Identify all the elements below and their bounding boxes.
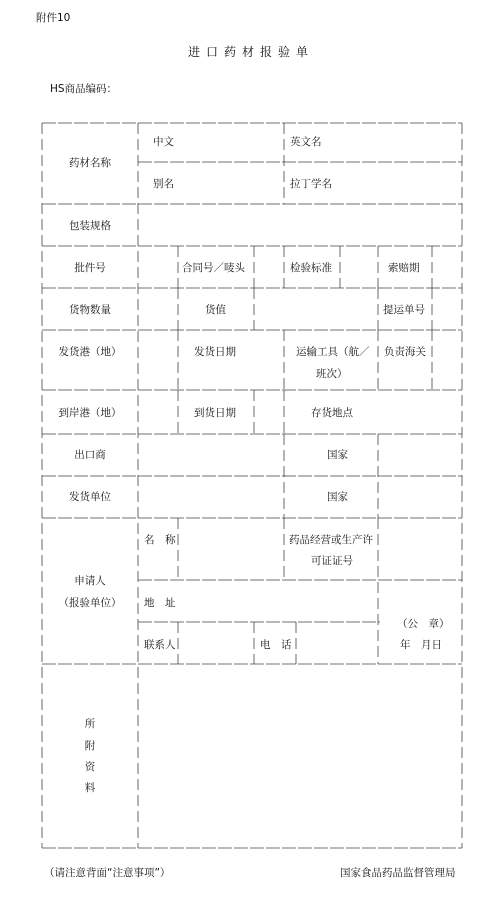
- alias-label: 别名: [153, 178, 174, 190]
- bill-no-label: 提运单号: [383, 304, 425, 316]
- storage-label: 存货地点: [311, 407, 353, 419]
- applicant-address-label: 地 址: [144, 597, 176, 609]
- date-label: 年 月日: [400, 639, 442, 651]
- shipper-label: 发货单位: [69, 491, 111, 503]
- page-title: 进口药材报验单: [187, 45, 315, 59]
- applicant-label: 申请人: [74, 575, 106, 587]
- license-label-cont: 可证证号: [311, 555, 353, 567]
- attached-char-2: 附: [84, 740, 96, 752]
- attached-char-1: 所: [84, 718, 96, 730]
- medicine-name-label: 药材名称: [69, 157, 111, 169]
- inspection-std-label: 检验标准: [290, 262, 332, 274]
- chinese-label: 中文: [153, 136, 174, 148]
- applicant-name-label: 名 称: [144, 534, 176, 546]
- english-name-label: 英文名: [290, 136, 322, 148]
- port-ship-label: 发货港（地）: [58, 346, 122, 358]
- ship-date-label: 发货日期: [194, 346, 236, 358]
- country-label-1: 国家: [327, 449, 348, 461]
- transport-label-cont: 班次）: [316, 368, 348, 380]
- contract-no-label: 合同号／唛头: [182, 262, 245, 274]
- hs-code-label: HS商品编码：: [50, 83, 118, 95]
- footer-authority: 国家食品药品监督管理局: [340, 867, 456, 879]
- batch-no-label: 批件号: [74, 262, 106, 274]
- port-arrive-label: 到岸港（地）: [58, 407, 122, 419]
- attached-char-3: 资: [84, 761, 96, 773]
- phone-label: 电 话: [260, 639, 292, 651]
- packaging-label: 包装规格: [69, 220, 111, 232]
- license-label: 药品经营或生产许: [289, 534, 373, 546]
- contact-label: 联系人: [144, 639, 176, 651]
- quantity-label: 货物数量: [69, 304, 111, 316]
- seal-label: （公 章）: [397, 618, 450, 630]
- goods-value-label: 货值: [205, 304, 226, 316]
- latin-name-label: 拉丁学名: [290, 178, 332, 190]
- exporter-label: 出口商: [74, 449, 106, 461]
- customs-label: 负责海关: [384, 346, 426, 358]
- arrive-date-label: 到货日期: [194, 407, 236, 419]
- attachment-label: 附件10: [36, 12, 71, 24]
- footer-note: （请注意背面“注意事项”）: [44, 867, 171, 879]
- transport-label: 运输工具（航／: [296, 346, 370, 358]
- attached-char-4: 料: [84, 782, 96, 794]
- country-label-2: 国家: [327, 491, 348, 503]
- claim-period-label: 索赔期: [388, 262, 420, 274]
- applicant-unit-label: （报验单位）: [58, 597, 122, 609]
